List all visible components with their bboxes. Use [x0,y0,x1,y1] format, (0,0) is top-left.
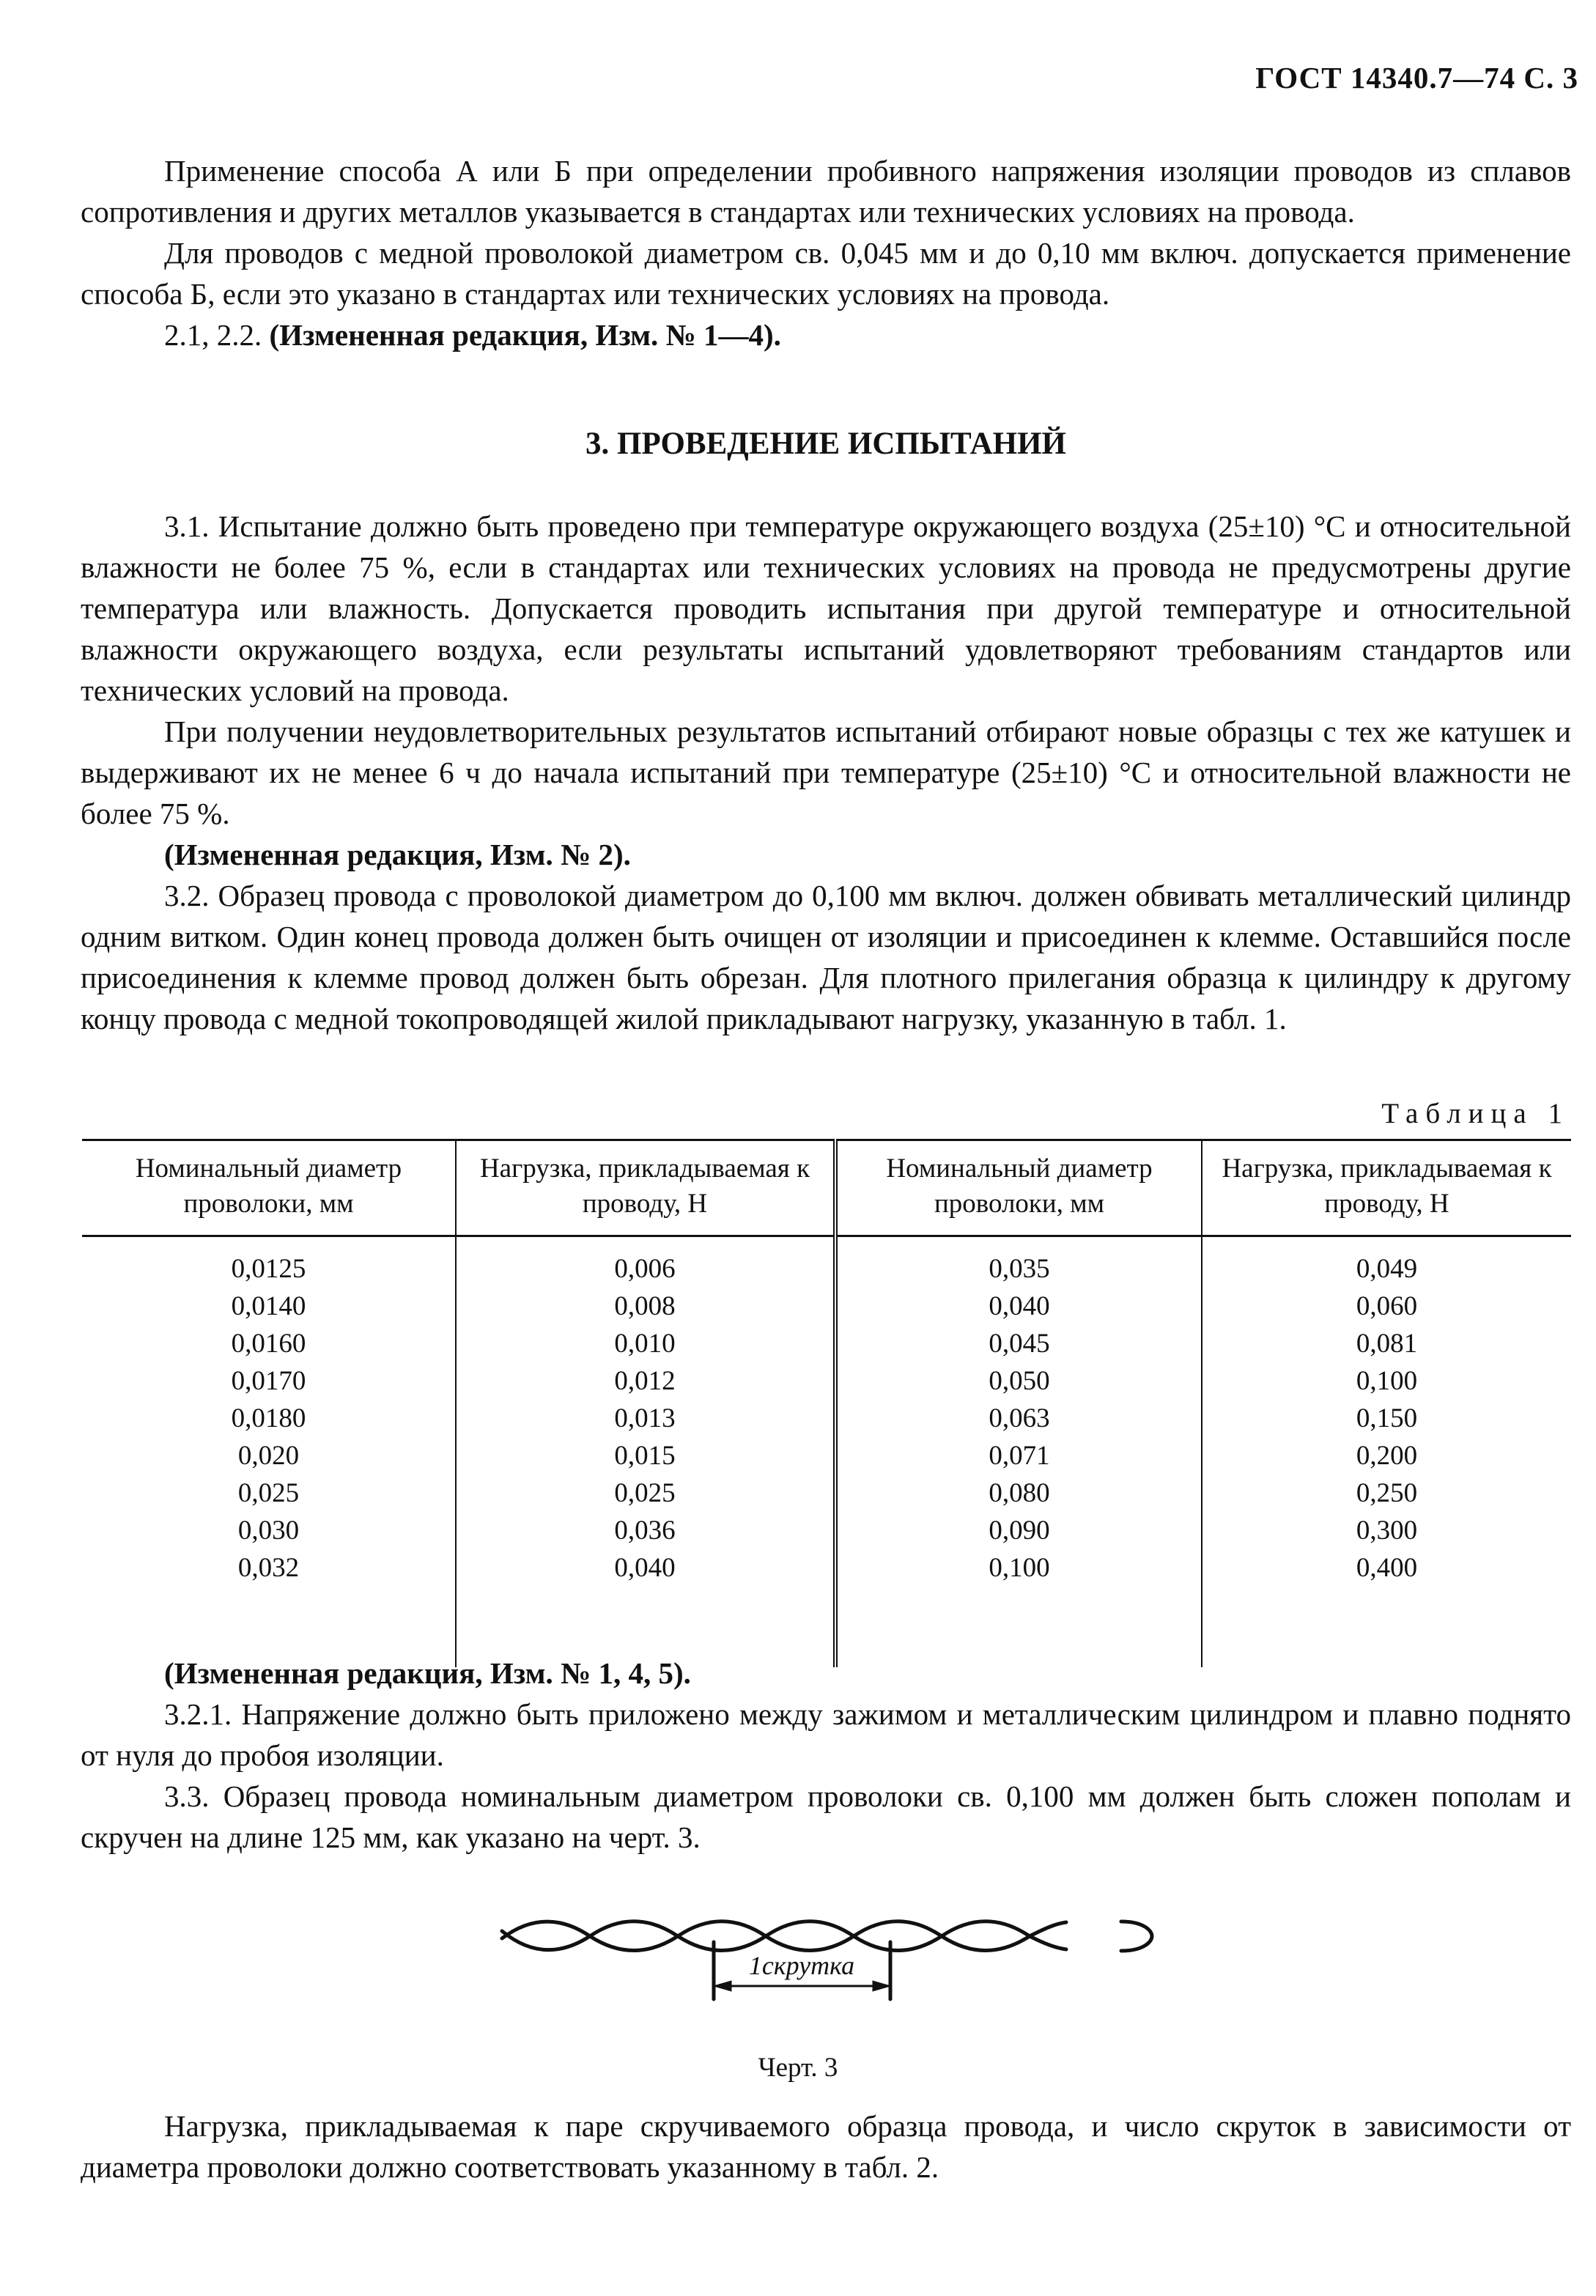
section-heading-block [81,424,1571,465]
paragraph-3-1-retest: При получении неудовлетворительных результатов испытаний отбирают новые образцы с тех же катушек и выдерживают их не менее 6 ч до начала испытаний при температуре (25±10) °С и относительной влажности не более 75 %. [81,715,1571,830]
table-row [82,1474,1571,1512]
table-caption: Таблица 1 [1381,1098,1570,1129]
table-row [82,1549,1571,1667]
cell: 0,063 [835,1400,1202,1437]
cell: 0,0125 [82,1236,456,1288]
amendment-note-1 [81,314,1571,355]
section-title: 3. ПРОВЕДЕНИЕ ИСПЫТАНИЙ [585,427,1066,461]
cell: 0,036 [456,1512,835,1549]
cell: 0,200 [1356,1441,1418,1471]
cell: 0,049 [1356,1254,1418,1284]
closing-text [81,2105,1571,2188]
wire-loop-end [1121,1922,1152,1951]
cell: 0,0140 [82,1288,456,1325]
amendment-note-3: (Измененная редакция, Изм. № 1, 4, 5). [164,1656,691,1690]
cell: 0,010 [456,1325,835,1362]
cell: 0,040 [835,1288,1202,1325]
cell: 0,071 [835,1437,1202,1474]
cell: 0,025 [456,1474,835,1512]
cell: 0,020 [82,1437,456,1474]
load-table [82,1139,1571,1667]
cell: 0,032 [82,1549,456,1667]
table-row [82,1288,1571,1325]
twist-label: 1скрутка [748,1951,855,1980]
paragraph-method-choice: Применение способа А или Б при определении пробивного напряжения изоляции проводов из сплавов сопротивления и других металлов указывается в стандартах или технических условиях на провода. [81,154,1571,229]
table-row [82,1400,1571,1437]
cell: 0,100 [1356,1366,1418,1396]
header-diameter-1: Номинальный диаметр проволоки, мм [82,1140,456,1236]
header-load-1: Нагрузка, прикладываемая к проводу, Н [456,1140,835,1236]
cell: 0,250 [1356,1478,1418,1508]
cell: 0,080 [835,1474,1202,1512]
paragraph-method-b: Для проводов с медной проволокой диаметром св. 0,045 мм и до 0,10 мм включ. допускается применение способа Б, если это указано в стандартах или технических условиях на провода. [81,236,1571,311]
section-3-text [81,506,1571,1039]
cell: 0,050 [835,1362,1202,1400]
dimension-arrow-right [873,1981,890,1991]
after-table-text [81,1653,1571,1858]
table-row [82,1512,1571,1549]
wire-strand-upper [502,1922,1066,1938]
paragraph-3-2-1: 3.2.1. Напряжение должно быть приложено между зажимом и металлическим цилиндром и плавно поднято от нуля до пробоя изоляции. [81,1697,1571,1772]
cell: 0,015 [456,1437,835,1474]
dimension-arrow-left [714,1981,731,1991]
table-row [82,1236,1571,1288]
cell: 0,040 [456,1549,835,1667]
cell: 0,400 [1356,1553,1418,1583]
cell: 0,150 [1356,1403,1418,1433]
cell: 0,0160 [82,1325,456,1362]
amendment-note-1-text: (Измененная редакция, Изм. № 1—4). [269,318,781,352]
header-diameter-2: Номинальный диаметр проволоки, мм [835,1140,1202,1236]
cell: 0,030 [82,1512,456,1549]
cell: 0,081 [1356,1329,1418,1359]
header-load-2: Нагрузка, прикладываемая к проводу, Н [1202,1140,1571,1236]
cell: 0,045 [835,1325,1202,1362]
table-header-row [82,1140,1571,1236]
paragraph-load-twists: Нагрузка, прикладываемая к паре скручиваемого образца провода, и число скруток в зависимости от диаметра проволоки должно соответствовать указанному в табл. 2. [81,2109,1571,2184]
paragraph-3-3: 3.3. Образец провода номинальным диаметром проволоки св. 0,100 мм должен быть сложен пополам и скручен на длине 125 мм, как указано на черт. 3. [81,1779,1571,1854]
intro-text [81,150,1571,355]
cell: 0,090 [835,1512,1202,1549]
amendment-note-2: (Измененная редакция, Изм. № 2). [164,838,631,871]
table-row [82,1437,1571,1474]
table-row [82,1325,1571,1362]
figure-caption: Черт. 3 [758,2053,838,2083]
cell: 0,060 [1356,1291,1418,1321]
cell: 0,300 [1356,1516,1418,1546]
cell: 0,012 [456,1362,835,1400]
cell: 0,008 [456,1288,835,1325]
twist-drawing [498,1898,1187,2008]
cell: 0,035 [835,1236,1202,1288]
table-row [82,1362,1571,1400]
cell: 0,0170 [82,1362,456,1400]
running-header: ГОСТ 14340.7—74 С. 3 [1255,61,1578,95]
cell: 0,025 [82,1474,456,1512]
cell: 0,013 [456,1400,835,1437]
cell: 0,0180 [82,1400,456,1437]
amendment-note-1-prefix: 2.1, 2.2. [164,318,270,352]
cell: 0,006 [456,1236,835,1288]
paragraph-3-2: 3.2. Образец провода с проволокой диаметром до 0,100 мм включ. должен обвивать металлический цилиндр одним витком. Один конец провода должен быть очищен от изоляции и присоединен к клемме. Оставшийся после присоединения к клемме провод должен быть обрезан. Для плотного прилегания образца к цилиндру к другому концу провода с медной токопроводящей жилой прикладывают нагрузку, указанную в табл. 1. [81,879,1571,1036]
cell: 0,100 [835,1549,1202,1667]
paragraph-3-1: 3.1. Испытание должно быть проведено при температуре окружающего воздуха (25±10) °С и относительной влажности не более 75 %, если в стандартах или технических условиях на провода не предусмотрены другие температура или влажность. Допускается проводить испытания при другой температуре и относительной влажности окружающего воздуха, если результаты испытаний удовлетворяют требованиям стандартов или технических условий на провода. [81,509,1571,707]
